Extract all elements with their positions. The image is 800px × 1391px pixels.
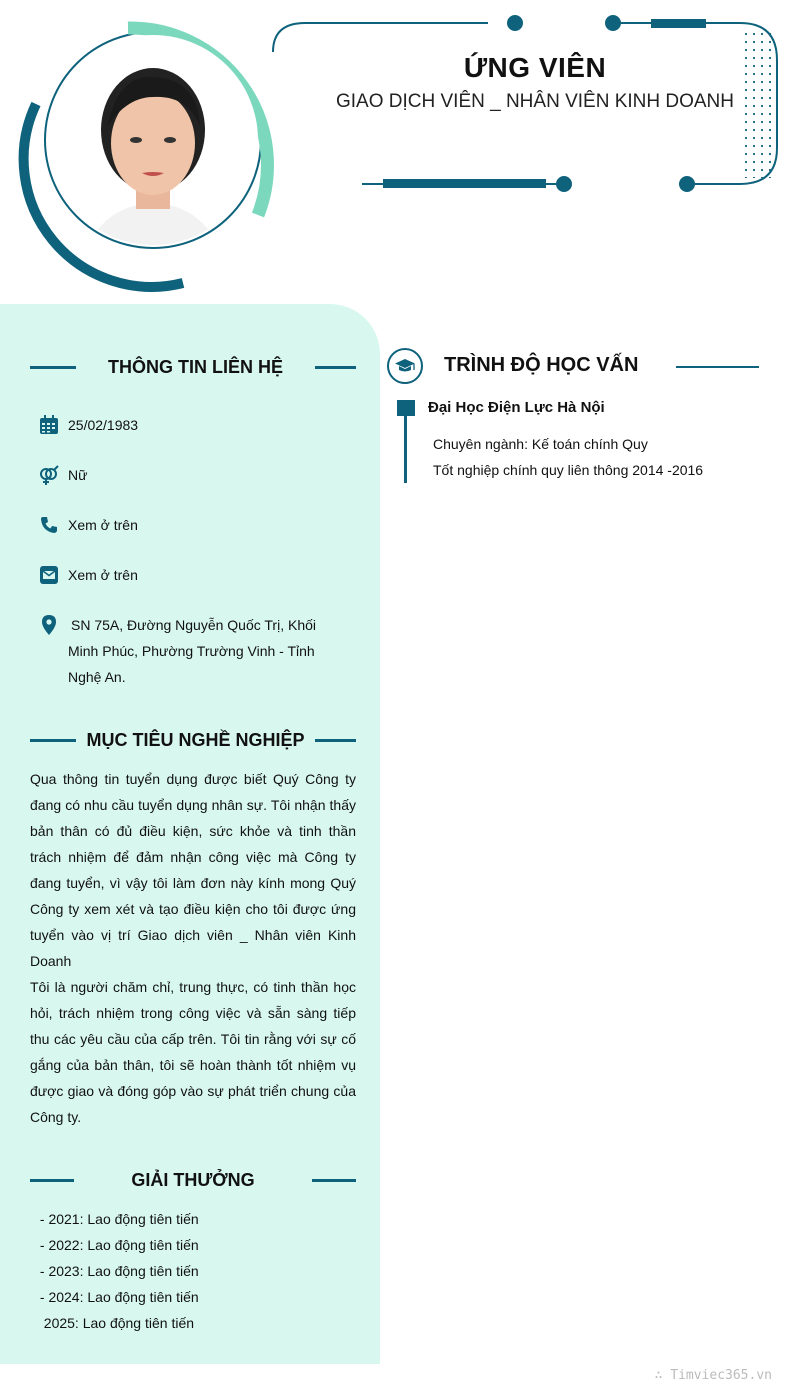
gender-value: Nữ bbox=[68, 467, 88, 483]
education-divider bbox=[676, 366, 759, 368]
objective-text bbox=[30, 766, 356, 1130]
awards-list bbox=[36, 1206, 199, 1336]
awards-heading: GIẢI THƯỞNG bbox=[30, 1170, 356, 1191]
address-row bbox=[38, 614, 316, 690]
education-heading: TRÌNH ĐỘ HỌC VẤN bbox=[444, 354, 639, 376]
award-item: 2025: Lao động tiên tiến bbox=[36, 1315, 195, 1331]
candidate-label: ỨNG VIÊN bbox=[463, 52, 607, 83]
watermark: ∴ Timviec365.vn bbox=[654, 1368, 772, 1383]
calendar-icon bbox=[38, 414, 60, 436]
email-value: Xem ở trên bbox=[68, 567, 138, 583]
timeline-marker bbox=[397, 400, 415, 416]
award-item: - 2024: Lao động tiên tiến bbox=[36, 1289, 199, 1305]
location-icon bbox=[38, 614, 60, 636]
gender-icon bbox=[38, 464, 60, 486]
graduation-text: Tốt nghiệp chính quy liên thông 2014 -2016 bbox=[433, 462, 704, 478]
major-text: Chuyên ngành: Kế toán chính Quy bbox=[433, 436, 648, 452]
objective-paragraph-1: Qua thông tin tuyển dụng được biết Quý Công ty đang có nhu cầu tuyển dụng nhân sự. Tôi nhận thấy bản thân có đủ điều kiện, sức khỏe và tinh thần trách nhiệm để đảm nhận công việc mà Công ty đang tuyển, vì vậy tôi làm đơn này kính mong Quý Công ty xem xét và tạo điều kiện cho tôi được ứng tuyển vào vị trí Giao dịch viên _ Nhân viên Kinh Doanh bbox=[30, 771, 356, 969]
contact-heading: THÔNG TIN LIÊN HỆ bbox=[30, 357, 356, 378]
award-item: - 2022: Lao động tiên tiến bbox=[36, 1237, 199, 1253]
phone-value: Xem ở trên bbox=[68, 517, 138, 533]
objective-paragraph-2: Tôi là người chăm chỉ, trung thực, có tinh thần học hỏi, trách nhiệm trong công việc và sẵn sàng tiếp thu các yêu cầu của cấp trên. Tôi tin rằng với sự cố gắng của bản thân, tôi sẽ hoàn thành tốt nhiệm vụ được giao và đóng góp vào sự phát triển chung của Công ty. bbox=[30, 979, 356, 1125]
award-item: - 2021: Lao động tiên tiến bbox=[36, 1211, 199, 1227]
email-icon bbox=[38, 564, 60, 586]
graduation-cap-icon bbox=[387, 348, 423, 384]
email-row bbox=[38, 564, 138, 588]
gender-row bbox=[38, 464, 87, 488]
award-item: - 2023: Lao động tiên tiến bbox=[36, 1263, 199, 1279]
birthday-row bbox=[38, 414, 138, 438]
position-title: GIAO DỊCH VIÊN _ NHÂN VIÊN KINH DOANH bbox=[335, 91, 734, 112]
phone-icon bbox=[38, 514, 60, 536]
school-name: Đại Học Điện Lực Hà Nội bbox=[428, 399, 605, 416]
objective-heading: MỤC TIÊU NGHỀ NGHIỆP bbox=[30, 730, 356, 751]
phone-row bbox=[38, 514, 138, 538]
address-value: SN 75A, Đường Nguyễn Quốc Trị, Khối Minh Phúc, Phường Trường Vinh - Tỉnh Nghệ An. bbox=[68, 617, 316, 685]
birthday-value: 25/02/1983 bbox=[68, 417, 139, 433]
avatar bbox=[48, 35, 258, 245]
